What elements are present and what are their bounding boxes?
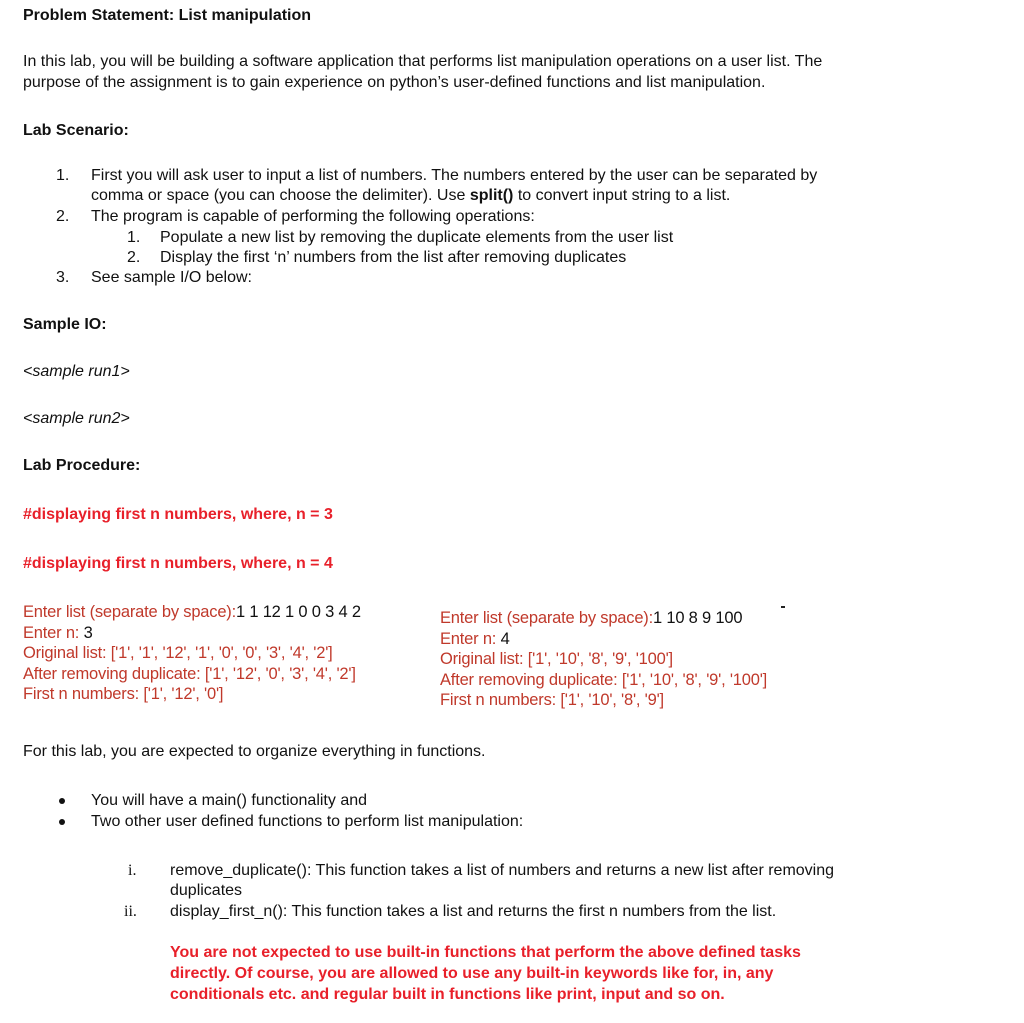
bullet-icon: [59, 819, 65, 825]
function-2-number: ii.: [124, 903, 137, 920]
function-1-number: i.: [128, 862, 137, 879]
warning-line-2: directly. Of course, you are allowed to use any built-in keywords like for, in, any: [170, 965, 774, 982]
lab-scenario-heading: Lab Scenario:: [23, 122, 129, 139]
scenario-item-1-number: 1.: [56, 167, 70, 184]
cursor-mark: [781, 606, 785, 608]
organize-text: For this lab, you are expected to organize everything in functions.: [23, 743, 486, 760]
function-1-line-2: duplicates: [170, 882, 243, 899]
bullet-item-main: You will have a main() functionality and: [91, 792, 368, 809]
console-line: Enter list (separate by space):1 1 12 1 0 0 3 4 2: [23, 603, 361, 621]
scenario-item-3-text: See sample I/O below:: [91, 269, 252, 286]
scenario-subitem-2-text: Display the first ‘n’ numbers from the list after removing duplicates: [160, 249, 627, 266]
bullet-item-functions: Two other user defined functions to perform list manipulation:: [91, 813, 524, 830]
page-title: Problem Statement: List manipulation: [23, 7, 312, 24]
console-line: Enter n: 3: [23, 623, 93, 642]
scenario-item-1-line-2: comma or space (you can choose the delimiter). Use split() to convert input string to a list.: [91, 187, 731, 204]
split-keyword: split(): [469, 187, 514, 204]
code-comment-n4: #displaying first n numbers, where, n = 4: [23, 555, 333, 572]
console-line: First n numbers: ['1', '12', '0']: [23, 685, 224, 703]
scenario-item-1-line-1: First you will ask user to input a list of numbers. The numbers entered by the user can be separated by: [91, 167, 818, 184]
sample-run-2: <sample run2>: [23, 410, 130, 427]
console-line: Original list: ['1', '10', '8', '9', '100']: [440, 650, 673, 668]
scenario-subitem-1-text: Populate a new list by removing the duplicate elements from the user list: [160, 229, 674, 246]
console-line: Enter list (separate by space):1 10 8 9 100: [440, 609, 743, 627]
code-comment-n3: #displaying first n numbers, where, n = 3: [23, 506, 333, 523]
function-2-line-1: display_first_n(): This function takes a list and returns the first n numbers from the list.: [170, 903, 777, 920]
lab-procedure-heading: Lab Procedure:: [23, 457, 141, 474]
sample-io-heading: Sample IO:: [23, 316, 107, 333]
function-1-line-1: remove_duplicate(): This function takes a list of numbers and returns a new list after removing: [170, 862, 835, 879]
console-line: Original list: ['1', '1', '12', '1', '0', '0', '3', '4', '2']: [23, 644, 333, 662]
intro-line-1: In this lab, you will be building a software application that performs list manipulation operations on a user list. The: [23, 53, 823, 70]
console-line: After removing duplicate: ['1', '10', '8', '9', '100']: [440, 670, 768, 689]
warning-line-1: You are not expected to use built-in functions that perform the above defined tasks: [170, 944, 801, 961]
scenario-item-2-number: 2.: [56, 208, 70, 225]
console-line: Enter n: 4: [440, 629, 510, 648]
console-output-run-2: [440, 608, 767, 711]
scenario-item-3-number: 3.: [56, 269, 70, 286]
console-line: After removing duplicate: ['1', '12', '0', '3', '4', '2']: [23, 664, 356, 683]
scenario-subitem-1-number: 1.: [127, 229, 141, 246]
scenario-subitem-2-number: 2.: [127, 249, 141, 266]
sample-run-1: <sample run1>: [23, 363, 130, 380]
warning-line-3: conditionals etc. and regular built in functions like print, input and so on.: [170, 986, 725, 1003]
console-output-run-1: [23, 602, 361, 705]
scenario-item-2-text: The program is capable of performing the following operations:: [91, 208, 535, 225]
console-line: First n numbers: ['1', '10', '8', '9']: [440, 691, 664, 709]
intro-line-2: purpose of the assignment is to gain experience on python’s user-defined functions and list manipulation.: [23, 74, 766, 91]
bullet-icon: [59, 798, 65, 804]
